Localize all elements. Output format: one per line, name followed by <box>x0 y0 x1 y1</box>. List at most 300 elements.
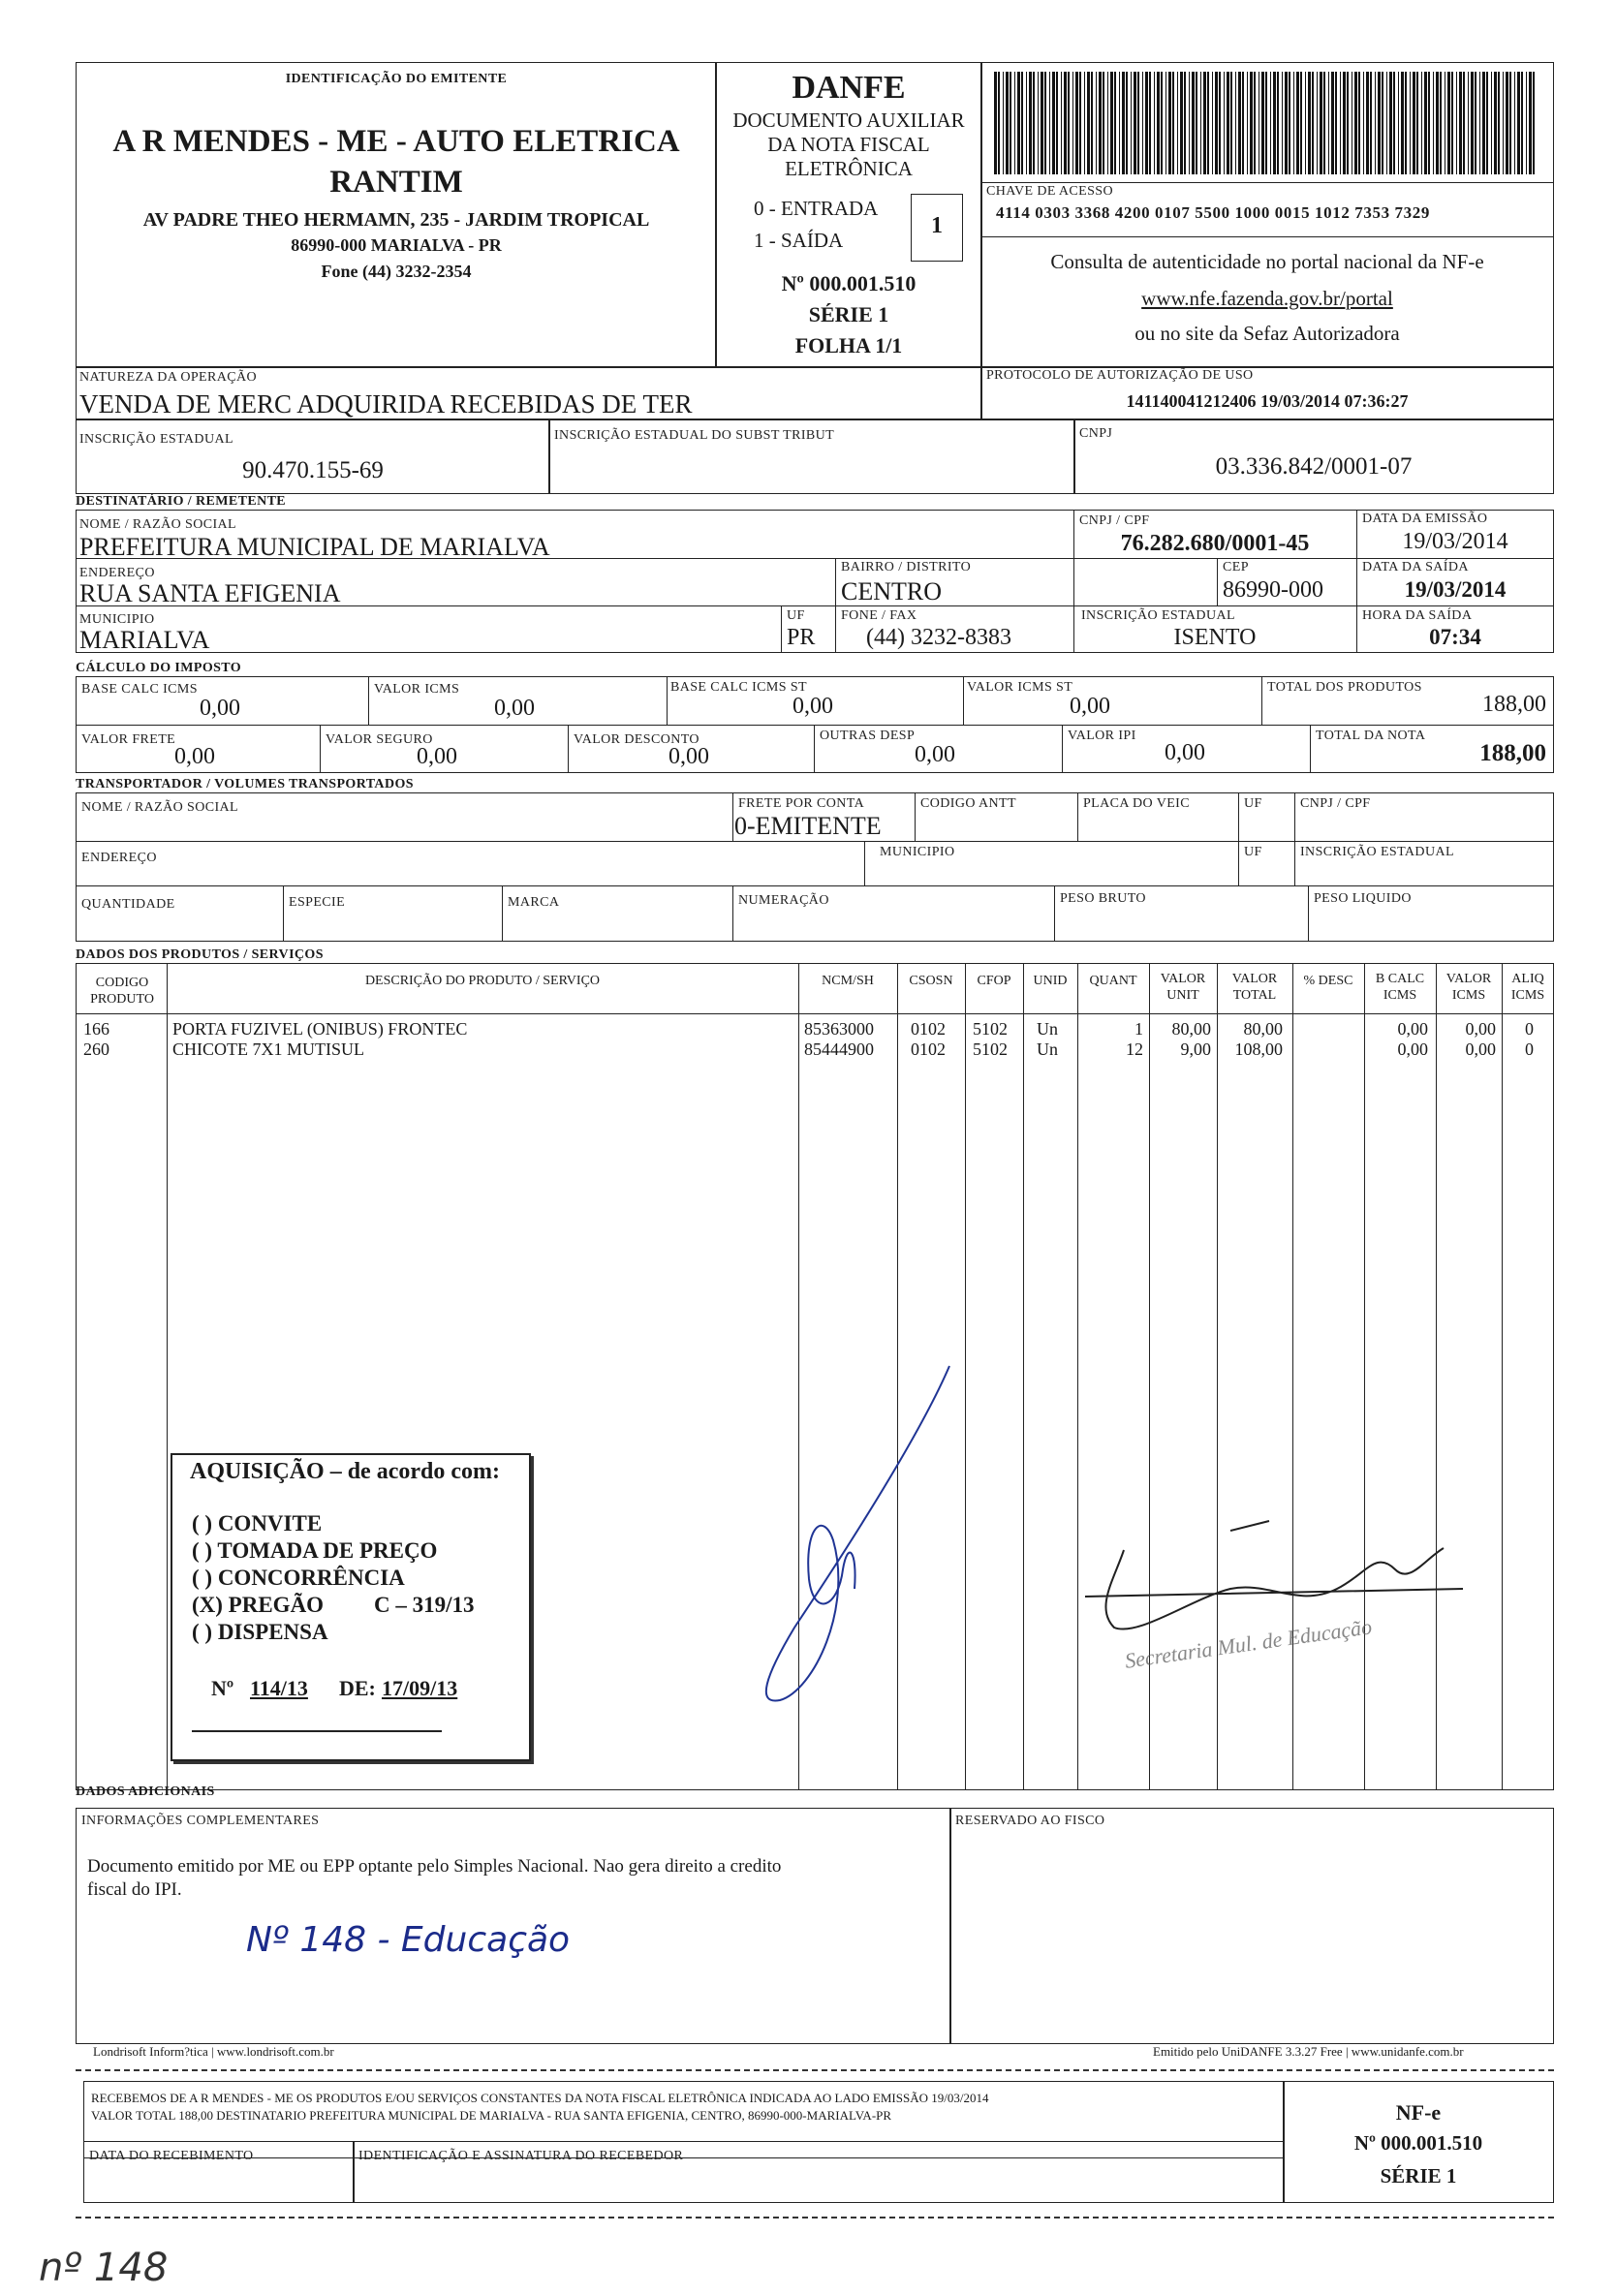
th-unid: UNID <box>1033 974 1068 988</box>
row2-cfop: 5102 <box>973 1039 1008 1059</box>
barcode-bar <box>1017 72 1020 174</box>
barcode-bar <box>1436 72 1439 174</box>
barcode-bar <box>1335 72 1337 174</box>
danfe-folha: FOLHA 1/1 <box>794 333 903 357</box>
valor-st: 0,00 <box>1070 694 1110 719</box>
barcode-bar <box>1323 72 1325 174</box>
dest-uf: PR <box>787 625 816 650</box>
barcode-bar <box>1254 72 1256 174</box>
dest-municipio: MARIALVA <box>79 626 210 654</box>
ie-value: 90.470.155-69 <box>242 457 384 483</box>
canhoto-nfe: NF-e <box>1395 2100 1442 2125</box>
barcode-bar <box>1389 72 1392 174</box>
th-vicms: VALOR ICMS <box>1445 972 1492 1003</box>
protocolo-value: 141140041212406 19/03/2014 07:36:27 <box>1126 391 1409 411</box>
emitente-name: A R MENDES - ME - AUTO ELETRICA <box>112 124 680 159</box>
barcode-bar <box>1114 72 1116 174</box>
danfe-numero: Nº 000.001.510 <box>781 271 917 295</box>
aquisicao-title: AQUISIÇÃO – de acordo com: <box>190 1459 500 1484</box>
natureza-label: NATUREZA DA OPERAÇÃO <box>79 370 258 385</box>
barcode-bar <box>1227 72 1229 174</box>
seguro-label: VALOR SEGURO <box>326 732 433 747</box>
th-bcalc: B CALC ICMS <box>1375 972 1425 1003</box>
dest-cep: 86990-000 <box>1223 577 1323 603</box>
transp-uf-label: UF <box>1244 796 1262 811</box>
aquisicao-pregao-num: C – 319/13 <box>374 1593 475 1617</box>
dest-saida: 19/03/2014 <box>1404 577 1507 602</box>
transp-marca-label: MARCA <box>508 895 560 910</box>
dest-bairro: CENTRO <box>841 577 942 605</box>
danfe-entrada: 0 - ENTRADA <box>754 197 879 220</box>
frete: 0,00 <box>174 744 215 769</box>
barcode-bar <box>1521 72 1523 174</box>
canhoto-serie: SÉRIE 1 <box>1380 2164 1457 2187</box>
barcode-bar <box>1215 72 1218 174</box>
base-icms-label: BASE CALC ICMS <box>81 682 198 697</box>
info-label: INFORMAÇÕES COMPLEMENTARES <box>81 1814 320 1828</box>
canhoto-assinatura-label: IDENTIFICAÇÃO E ASSINATURA DO RECEBEDOR <box>358 2149 684 2163</box>
barcode-bar <box>1189 72 1190 174</box>
barcode-bar <box>1370 72 1372 174</box>
barcode-bar <box>1107 72 1108 174</box>
base-st: 0,00 <box>792 694 833 719</box>
canhoto-line-2: VALOR TOTAL 188,00 DESTINATARIO PREFEITURA MUNICIPAL DE MARIALVA - RUA SANTA EFIGENIA, CENTRO, 86990-000-MARIALVA-PR <box>91 2108 892 2123</box>
barcode-bar <box>1317 72 1318 174</box>
barcode-bar <box>1285 72 1288 174</box>
barcode-bar <box>1064 72 1067 174</box>
th-vtotal: VALOR TOTAL <box>1231 972 1278 1003</box>
th-descricao: DESCRIÇÃO DO PRODUTO / SERVIÇO <box>364 974 601 988</box>
barcode-bar <box>1177 72 1178 174</box>
barcode-bar <box>1075 72 1078 174</box>
row1-ncm: 85363000 <box>804 1019 874 1039</box>
transp-cnpj-label: CNPJ / CPF <box>1300 796 1371 811</box>
danfe-subtitle-2: DA NOTA FISCAL <box>767 133 930 156</box>
consulta-text: Consulta de autenticidade no portal nacional da NF-e <box>1050 250 1484 273</box>
barcode-bar <box>1200 72 1201 174</box>
barcode-bar <box>1363 72 1364 174</box>
barcode-bar <box>1026 72 1027 174</box>
barcode-bar <box>1168 72 1171 174</box>
th-codigo: CODIGO PRODUTO <box>90 976 154 1007</box>
row1-csosn: 0102 <box>911 1019 946 1039</box>
row1-vunit: 80,00 <box>1171 1019 1211 1039</box>
transp-peso-bruto-label: PESO BRUTO <box>1060 891 1146 906</box>
barcode-bar <box>1366 72 1369 174</box>
danfe-title: DANFE <box>792 70 906 106</box>
barcode-bar <box>1041 72 1043 174</box>
dest-endereco: RUA SANTA EFIGENIA <box>79 579 341 607</box>
barcode-bar <box>1456 72 1457 174</box>
barcode-bar <box>1482 72 1485 174</box>
aquisicao-tomada: ( ) TOMADA DE PREÇO <box>192 1538 438 1563</box>
barcode-bar <box>1087 72 1090 174</box>
barcode-bar <box>1052 72 1055 174</box>
row2-codigo: 260 <box>83 1039 109 1059</box>
cnpj-label: CNPJ <box>1079 426 1113 441</box>
total-nota: 188,00 <box>1479 740 1546 766</box>
protocolo-label: PROTOCOLO DE AUTORIZAÇÃO DE USO <box>986 368 1254 383</box>
barcode-bar <box>1421 72 1422 174</box>
barcode-bar <box>1137 72 1139 174</box>
outras-label: OUTRAS DESP <box>820 729 916 743</box>
dest-fone-label: FONE / FAX <box>841 608 917 623</box>
dest-fone: (44) 3232-8383 <box>866 625 1011 650</box>
barcode-bar <box>1154 72 1155 174</box>
barcode-bar <box>1312 72 1314 174</box>
dest-hora: 07:34 <box>1429 625 1481 649</box>
barcode-bar <box>1405 72 1407 174</box>
barcode-bar <box>1358 72 1360 174</box>
barcode-bar <box>1099 72 1102 174</box>
cut-line-bottom <box>76 2217 1554 2218</box>
row2-bcalc: 0,00 <box>1397 1039 1428 1059</box>
barcode-bar <box>1498 72 1500 174</box>
barcode-bar <box>1293 72 1294 174</box>
ipi: 0,00 <box>1165 740 1205 765</box>
barcode-bar <box>1451 72 1453 174</box>
row1-vtotal: 80,00 <box>1243 1019 1283 1039</box>
barcode-bar <box>1172 72 1174 174</box>
barcode-bar <box>1398 72 1399 174</box>
destinatario-section: DESTINATÁRIO / REMETENTE <box>76 494 287 509</box>
barcode-bar <box>1503 72 1504 174</box>
cut-line <box>76 2069 1554 2071</box>
barcode-bar <box>1265 72 1267 174</box>
dest-emissao: 19/03/2014 <box>1402 529 1508 554</box>
row2-vicms: 0,00 <box>1465 1039 1496 1059</box>
dest-bairro-label: BAIRRO / DISTRITO <box>841 560 972 574</box>
row1-codigo: 166 <box>83 1019 109 1039</box>
row2-csosn: 0102 <box>911 1039 946 1059</box>
barcode-bar <box>1447 72 1450 174</box>
transp-municipio-label: MUNICIPIO <box>880 845 955 859</box>
barcode-bar <box>1165 72 1166 174</box>
barcode-bar <box>1413 72 1415 174</box>
barcode-bar <box>1224 72 1225 174</box>
secretaria-stamp: Secretaria Mul. de Educação <box>1123 1614 1374 1673</box>
th-csosn: CSOSN <box>909 974 953 988</box>
transp-numeracao-label: NUMERAÇÃO <box>738 893 829 908</box>
aquisicao-numero-prefix: Nº <box>211 1676 234 1700</box>
base-st-label: BASE CALC ICMS ST <box>670 680 807 695</box>
barcode-bar <box>1006 72 1009 174</box>
total-nota-label: TOTAL DA NOTA <box>1316 729 1426 743</box>
total-produtos: 188,00 <box>1482 692 1546 717</box>
signature-blue <box>736 1356 979 1715</box>
barcode-bar <box>1486 72 1488 174</box>
barcode-bar <box>1509 72 1511 174</box>
danfe-saida: 1 - SAÍDA <box>754 229 844 252</box>
barcode-bar <box>1142 72 1143 174</box>
valor-icms: 0,00 <box>494 696 535 721</box>
barcode-bar <box>1308 72 1311 174</box>
danfe-tipo: 1 <box>931 213 943 238</box>
barcode-bar <box>1533 72 1535 174</box>
barcode-bar <box>1091 72 1093 174</box>
barcode-bar <box>1491 72 1492 174</box>
barcode-bar <box>1250 72 1253 174</box>
barcode-bar <box>1331 72 1334 174</box>
dest-ie: ISENTO <box>1173 625 1257 650</box>
barcode-bar <box>1270 72 1271 174</box>
th-desc: % DESC <box>1303 974 1353 988</box>
danfe-serie: SÉRIE 1 <box>808 302 889 326</box>
transp-especie-label: ESPECIE <box>289 895 346 910</box>
portal-link[interactable]: www.nfe.fazenda.gov.br/portal <box>1141 287 1393 310</box>
barcode-bar <box>1161 72 1163 174</box>
barcode-bar <box>1468 72 1469 174</box>
barcode-bar <box>1401 72 1404 174</box>
transportador-section: TRANSPORTADOR / VOLUMES TRANSPORTADOS <box>76 777 414 791</box>
emitente-address: AV PADRE THEO HERMAMN, 235 - JARDIM TROPICAL <box>142 209 650 231</box>
barcode-bar <box>1529 72 1532 174</box>
barcode-bar <box>1517 72 1520 174</box>
dest-endereco-label: ENDEREÇO <box>79 566 155 580</box>
valor-st-label: VALOR ICMS ST <box>967 680 1073 695</box>
valor-icms-label: VALOR ICMS <box>374 682 460 697</box>
row1-quant: 1 <box>1134 1019 1143 1039</box>
barcode-bar <box>1038 72 1039 174</box>
barcode-bar <box>1049 72 1050 174</box>
barcode-bar <box>1343 72 1346 174</box>
barcode-bar <box>1072 72 1073 174</box>
transp-uf2-label: UF <box>1244 845 1262 859</box>
barcode-bar <box>1354 72 1357 174</box>
barcode-bar <box>1386 72 1387 174</box>
barcode-bar <box>1056 72 1058 174</box>
barcode-bar <box>1340 72 1341 174</box>
dest-ie-label: INSCRIÇÃO ESTADUAL <box>1081 608 1235 623</box>
barcode-bar <box>1375 72 1376 174</box>
cnpj-value: 03.336.842/0001-07 <box>1215 453 1413 480</box>
row2-vunit: 9,00 <box>1180 1039 1211 1059</box>
barcode-bar <box>1416 72 1418 174</box>
dest-saida-label: DATA DA SAÍDA <box>1362 560 1469 574</box>
dest-nome: PREFEITURA MUNICIPAL DE MARIALVA <box>79 533 550 561</box>
barcode-bar <box>1328 72 1329 174</box>
barcode-bar <box>1378 72 1381 174</box>
barcode-bar <box>1277 72 1279 174</box>
barcode-bar <box>1479 72 1480 174</box>
barcode-bar <box>1494 72 1497 174</box>
aquisicao-numero: 114/13 <box>250 1676 308 1700</box>
dest-nome-label: NOME / RAZÃO SOCIAL <box>79 517 236 532</box>
emitente-label: IDENTIFICAÇÃO DO EMITENTE <box>285 72 508 86</box>
fisco-box <box>949 1808 1554 2044</box>
row2-aliq: 0 <box>1525 1039 1534 1059</box>
barcode-bar <box>1044 72 1046 174</box>
row2-descricao: CHICOTE 7X1 MUTISUL <box>172 1039 364 1059</box>
row2-ncm: 85444900 <box>804 1039 874 1059</box>
row1-cfop: 5102 <box>973 1019 1008 1039</box>
barcode-bar <box>1084 72 1085 174</box>
th-quant: QUANT <box>1089 974 1137 988</box>
bottom-handwritten-note: nº 148 <box>39 2246 169 2290</box>
row2-quant: 12 <box>1126 1039 1143 1059</box>
th-vunit: VALOR UNIT <box>1160 972 1206 1003</box>
frete-label: VALOR FRETE <box>81 732 176 747</box>
barcode-bar <box>1247 72 1248 174</box>
aquisicao-dispensa: ( ) DISPENSA <box>192 1620 328 1644</box>
barcode-bar <box>1061 72 1062 174</box>
barcode <box>992 72 1540 174</box>
barcode-bar <box>998 72 1000 174</box>
transp-endereco-label: ENDEREÇO <box>81 851 157 865</box>
emitente-phone: Fone (44) 3232-2354 <box>321 262 472 281</box>
row1-descricao: PORTA FUZIVEL (ONIBUS) FRONTEC <box>172 1019 468 1039</box>
row1-unid: Un <box>1037 1019 1058 1039</box>
barcode-bar <box>994 72 997 174</box>
barcode-bar <box>1282 72 1283 174</box>
adicionais-section: DADOS ADICIONAIS <box>76 1784 215 1799</box>
barcode-bar <box>1347 72 1349 174</box>
dest-hora-label: HORA DA SAÍDA <box>1362 608 1473 623</box>
row1-bcalc: 0,00 <box>1397 1019 1428 1039</box>
canhoto-line-1: RECEBEMOS DE A R MENDES - ME OS PRODUTOS E/OU SERVIÇOS CONSTANTES DA NOTA FISCAL ELETRÔNICA INDICADA AO LADO EMISSÃO 19/03/2014 <box>91 2091 989 2105</box>
th-aliq: ALIQ ICMS <box>1510 972 1545 1003</box>
th-ncm: NCM/SH <box>822 974 874 988</box>
ipi-label: VALOR IPI <box>1068 729 1136 743</box>
barcode-bar <box>1261 72 1264 174</box>
footer-right: Emitido pelo UniDANFE 3.3.27 Free | www.unidanfe.com.br <box>1153 2044 1464 2059</box>
barcode-bar <box>1230 72 1232 174</box>
th-cfop: CFOP <box>977 974 1011 988</box>
dest-municipio-label: MUNICIPIO <box>79 612 155 627</box>
aquisicao-pregao: (X) PREGÃO <box>192 1593 325 1617</box>
barcode-bar <box>1196 72 1197 174</box>
barcode-bar <box>1126 72 1128 174</box>
barcode-bar <box>1010 72 1011 174</box>
dest-cnpj-label: CNPJ / CPF <box>1079 513 1150 528</box>
base-icms: 0,00 <box>200 696 240 721</box>
barcode-bar <box>1305 72 1306 174</box>
barcode-bar <box>1157 72 1160 174</box>
dest-emissao-label: DATA DA EMISSÃO <box>1362 512 1488 526</box>
handwritten-note: Nº 148 - Educação <box>246 1920 571 1960</box>
total-produtos-label: TOTAL DOS PRODUTOS <box>1267 680 1422 695</box>
transp-placa-label: PLACA DO VEIC <box>1083 796 1190 811</box>
natureza-value: VENDA DE MERC ADQUIRIDA RECEBIDAS DE TER <box>79 389 693 419</box>
barcode-bar <box>1119 72 1120 174</box>
barcode-bar <box>1424 72 1427 174</box>
info-line-2: fiscal do IPI. <box>87 1879 182 1900</box>
barcode-bar <box>1238 72 1241 174</box>
transp-nome-label: NOME / RAZÃO SOCIAL <box>81 800 238 815</box>
seguro: 0,00 <box>417 744 457 769</box>
barcode-bar <box>1029 72 1032 174</box>
barcode-bar <box>1207 72 1209 174</box>
barcode-bar <box>1410 72 1411 174</box>
row2-vtotal: 108,00 <box>1234 1039 1283 1059</box>
outras: 0,00 <box>915 742 955 767</box>
barcode-bar <box>1471 72 1474 174</box>
sefaz-text: ou no site da Sefaz Autorizadora <box>1134 322 1400 345</box>
chave-label: CHAVE DE ACESSO <box>986 184 1113 199</box>
dest-uf-label: UF <box>787 608 805 623</box>
row1-aliq: 0 <box>1525 1019 1534 1039</box>
barcode-bar <box>1203 72 1206 174</box>
barcode-bar <box>1428 72 1430 174</box>
aquisicao-convite: ( ) CONVITE <box>192 1511 323 1536</box>
barcode-bar <box>1131 72 1132 174</box>
produtos-section: DADOS DOS PRODUTOS / SERVIÇOS <box>76 947 324 962</box>
barcode-bar <box>1320 72 1322 174</box>
barcode-bar <box>1526 72 1527 174</box>
dest-cnpj: 76.282.680/0001-45 <box>1120 531 1310 556</box>
barcode-bar <box>1459 72 1462 174</box>
fisco-label: RESERVADO AO FISCO <box>955 1814 1105 1828</box>
barcode-bar <box>1003 72 1004 174</box>
chave-value: 4114 0303 3368 4200 0107 5500 1000 0015 1012 7353 7329 <box>996 203 1430 222</box>
barcode-bar <box>1145 72 1148 174</box>
aquisicao-data: 17/09/13 <box>382 1676 458 1700</box>
barcode-bar <box>1110 72 1113 174</box>
barcode-bar <box>1273 72 1276 174</box>
barcode-bar <box>1382 72 1383 174</box>
barcode-bar <box>1440 72 1442 174</box>
dest-cep-label: CEP <box>1223 560 1249 574</box>
transp-antt-label: CODIGO ANTT <box>920 796 1016 811</box>
info-line-1: Documento emitido por ME ou EPP optante pelo Simples Nacional. Nao gera direito a credito <box>87 1856 782 1877</box>
transp-ie-label: INSCRIÇÃO ESTADUAL <box>1300 845 1454 859</box>
ie-label: INSCRIÇÃO ESTADUAL <box>79 432 233 447</box>
row1-vicms: 0,00 <box>1465 1019 1496 1039</box>
barcode-bar <box>1180 72 1183 174</box>
barcode-bar <box>1149 72 1151 174</box>
transp-quantidade-label: QUANTIDADE <box>81 897 175 912</box>
barcode-bar <box>1433 72 1434 174</box>
barcode-bar <box>1079 72 1081 174</box>
danfe-subtitle-1: DOCUMENTO AUXILIAR <box>732 109 965 132</box>
transp-frete-label: FRETE POR CONTA <box>738 796 865 811</box>
barcode-bar <box>1192 72 1195 174</box>
barcode-bar <box>1103 72 1104 174</box>
barcode-bar <box>1296 72 1299 174</box>
barcode-bar <box>1068 72 1070 174</box>
barcode-bar <box>1134 72 1136 174</box>
barcode-bar <box>1289 72 1290 174</box>
footer-left: Londrisoft Inform?tica | www.londrisoft.com.br <box>93 2044 334 2059</box>
transp-peso-liquido-label: PESO LIQUIDO <box>1314 891 1412 906</box>
barcode-bar <box>1184 72 1186 174</box>
canhoto-data-label: DATA DO RECEBIMENTO <box>89 2149 254 2163</box>
barcode-bar <box>1122 72 1125 174</box>
barcode-bar <box>1235 72 1236 174</box>
barcode-bar <box>1033 72 1035 174</box>
desconto: 0,00 <box>668 744 709 769</box>
emitente-cep: 86990-000 MARIALVA - PR <box>291 235 502 255</box>
row2-unid: Un <box>1037 1039 1058 1059</box>
barcode-bar <box>1463 72 1465 174</box>
barcode-bar <box>1393 72 1395 174</box>
barcode-bar <box>1212 72 1213 174</box>
ie-st-label: INSCRIÇÃO ESTADUAL DO SUBST TRIBUT <box>554 428 835 443</box>
barcode-bar <box>1514 72 1515 174</box>
canhoto-numero: Nº 000.001.510 <box>1353 2131 1483 2155</box>
desconto-label: VALOR DESCONTO <box>574 732 699 747</box>
emitente-name-2: RANTIM <box>329 165 463 200</box>
barcode-bar <box>1300 72 1302 174</box>
aquisicao-de-prefix: DE: <box>339 1676 376 1700</box>
transp-frete: 0-EMITENTE <box>734 812 882 840</box>
barcode-bar <box>1475 72 1476 174</box>
barcode-bar <box>1096 72 1097 174</box>
aquisicao-concorrencia: ( ) CONCORRÊNCIA <box>192 1566 405 1590</box>
barcode-bar <box>1219 72 1221 174</box>
barcode-bar <box>1506 72 1508 174</box>
barcode-bar <box>1242 72 1244 174</box>
